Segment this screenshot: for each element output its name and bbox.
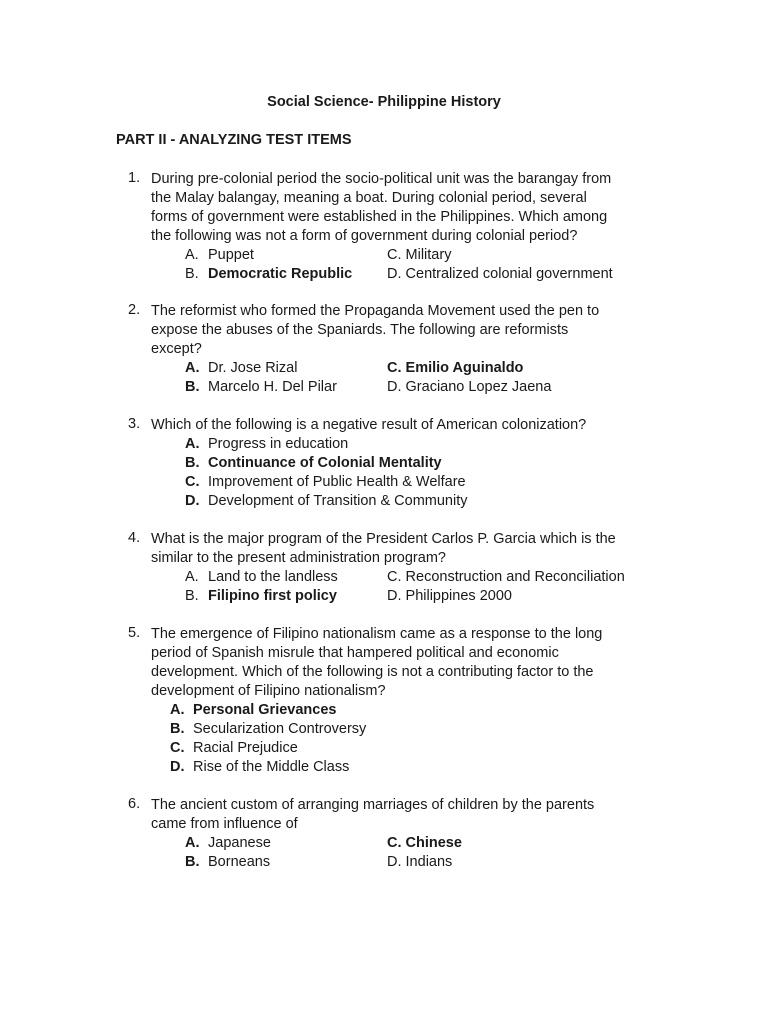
option-b: B. Secularization Controversy xyxy=(170,721,367,737)
question-5 xyxy=(128,625,668,777)
answer-options xyxy=(128,359,668,397)
question-line: similar to the present administration program? xyxy=(151,550,446,566)
option-a: A. Dr. Jose Rizal xyxy=(185,360,298,376)
answer-options xyxy=(128,435,668,511)
question-line: The ancient custom of arranging marriages of children by the parents xyxy=(151,797,595,813)
option-c: C. Military xyxy=(387,247,452,263)
question-line: development of Filipino nationalism? xyxy=(151,683,386,699)
answer-options xyxy=(128,834,668,872)
question-line: came from influence of xyxy=(151,816,298,832)
question-text xyxy=(151,625,668,701)
question-number: 2. xyxy=(128,302,141,318)
option-c: C. Chinese xyxy=(387,835,462,851)
question-number: 5. xyxy=(128,625,141,641)
answer-options xyxy=(128,246,668,284)
option-a: A. Land to the landless xyxy=(185,569,338,585)
option-d: D. Rise of the Middle Class xyxy=(170,759,350,775)
question-6 xyxy=(128,796,668,872)
question-line: The emergence of Filipino nationalism came as a response to the long xyxy=(151,626,603,642)
option-c: C. Improvement of Public Health & Welfare xyxy=(185,474,466,490)
question-3 xyxy=(128,416,668,511)
question-line: During pre-colonial period the socio-political unit was the barangay from xyxy=(151,171,612,187)
question-text xyxy=(151,416,668,435)
option-b: B. Borneans xyxy=(185,854,271,870)
question-line: the following was not a form of government during colonial period? xyxy=(151,228,578,244)
option-a: A. Japanese xyxy=(185,835,271,851)
option-b: B. Continuance of Colonial Mentality xyxy=(185,455,442,471)
question-line: Which of the following is a negative result of American colonization? xyxy=(151,417,587,433)
answer-options xyxy=(128,701,668,777)
question-4 xyxy=(128,530,668,606)
option-d: D. Indians xyxy=(387,854,453,870)
part-title: PART II - ANALYZING TEST ITEMS xyxy=(116,132,352,148)
option-d: D. Development of Transition & Community xyxy=(185,493,468,509)
answer-options xyxy=(128,568,668,606)
option-b: B. Filipino first policy xyxy=(185,588,337,604)
option-b: B. Marcelo H. Del Pilar xyxy=(185,379,337,395)
option-a: A. Personal Grievances xyxy=(170,702,337,718)
question-2 xyxy=(128,302,668,397)
question-text xyxy=(151,170,668,246)
question-number: 6. xyxy=(128,796,141,812)
option-d: D. Philippines 2000 xyxy=(387,588,512,604)
option-c: C. Reconstruction and Reconciliation xyxy=(387,569,625,585)
question-line: forms of government were established in the Philippines. Which among xyxy=(151,209,608,225)
question-line: except? xyxy=(151,341,202,357)
question-text xyxy=(151,796,668,834)
question-number: 1. xyxy=(128,170,141,186)
question-text xyxy=(151,530,668,568)
option-b: B. Democratic Republic xyxy=(185,266,353,282)
option-d: D. Centralized colonial government xyxy=(387,266,613,282)
question-number: 4. xyxy=(128,530,141,546)
question-line: What is the major program of the President Carlos P. Garcia which is the xyxy=(151,531,616,547)
question-1 xyxy=(128,170,668,284)
question-line: the Malay balangay, meaning a boat. During colonial period, several xyxy=(151,190,587,206)
question-line: development. Which of the following is not a contributing factor to the xyxy=(151,664,594,680)
question-line: The reformist who formed the Propaganda Movement used the pen to xyxy=(151,303,600,319)
option-c: C. Racial Prejudice xyxy=(170,740,298,756)
question-number: 3. xyxy=(128,416,141,432)
document-title: Social Science- Philippine History xyxy=(267,94,501,110)
question-line: period of Spanish misrule that hampered political and economic xyxy=(151,645,559,661)
option-c: C. Emilio Aguinaldo xyxy=(387,360,524,376)
option-a: A. Progress in education xyxy=(185,436,349,452)
option-a: A. Puppet xyxy=(185,247,254,263)
question-text xyxy=(151,302,668,359)
option-d: D. Graciano Lopez Jaena xyxy=(387,379,552,395)
question-line: expose the abuses of the Spaniards. The following are reformists xyxy=(151,322,569,338)
